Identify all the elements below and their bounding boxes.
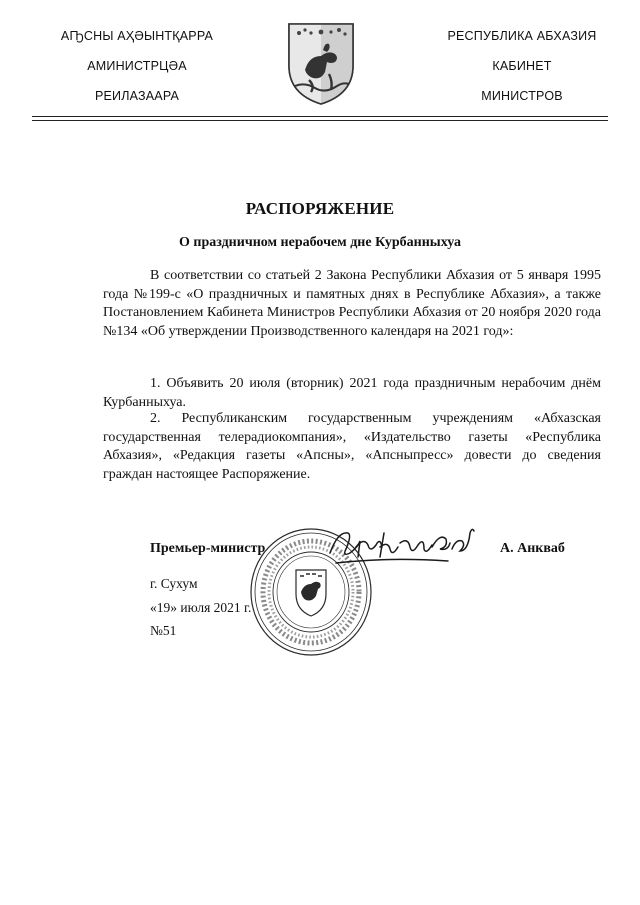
order-item-2: 2. Республиканским государственным учреждениям «Абхазская государственная телерадиокомпания», «Издательство газеты «Республика Абхазия», «Редакция газеты «Апсны», «Апсныпресс» довести до сведения граждан настоящее Распоряжение. bbox=[103, 411, 601, 482]
coat-of-arms-icon bbox=[285, 20, 357, 106]
place-of-issue: г. Сухум bbox=[150, 576, 198, 591]
header-left-line-3: РЕИЛАЗААРА bbox=[94, 89, 180, 103]
header-right-line-2: КАБИНЕТ bbox=[492, 59, 552, 73]
issue-date: «19» июля 2021 г. bbox=[150, 600, 252, 615]
document-subtitle: О праздничном нерабочем дне Курбанныхуа bbox=[178, 235, 462, 250]
header-rule-top bbox=[32, 116, 608, 117]
header-right-line-3: МИНИСТРОВ bbox=[481, 89, 563, 103]
header-right-line-1: РЕСПУБЛИКА АБХАЗИЯ bbox=[447, 29, 597, 43]
document-number: №51 bbox=[150, 623, 177, 638]
signatory-name: А. Анкваб bbox=[500, 541, 565, 556]
header-left-line-1: АҦСНЫ АҲӘЫНТҚАРРА bbox=[60, 29, 214, 43]
signatory-position: Премьер-министр bbox=[150, 541, 266, 556]
handwritten-signature bbox=[328, 523, 478, 567]
header-rule-bottom bbox=[32, 120, 608, 121]
order-item-1: 1. Объявить 20 июля (вторник) 2021 года праздничным нерабочим днём Курбанныхуа. bbox=[103, 376, 601, 410]
document-title: РАСПОРЯЖЕНИЕ bbox=[245, 199, 395, 218]
intro-paragraph: В соответствии со статьей 2 Закона Республики Абхазия от 5 января 1995 года №199-с «О праздничных и памятных днях в Республике Абхазия», а также Постановлением Кабинета Министров Республики Абхазия от 20 ноября 2020 года №134 «Об утверждении Производственного календаря на 2021 год»: bbox=[103, 268, 601, 339]
header-left-line-2: АМИНИСТРЦӘА bbox=[87, 59, 187, 73]
